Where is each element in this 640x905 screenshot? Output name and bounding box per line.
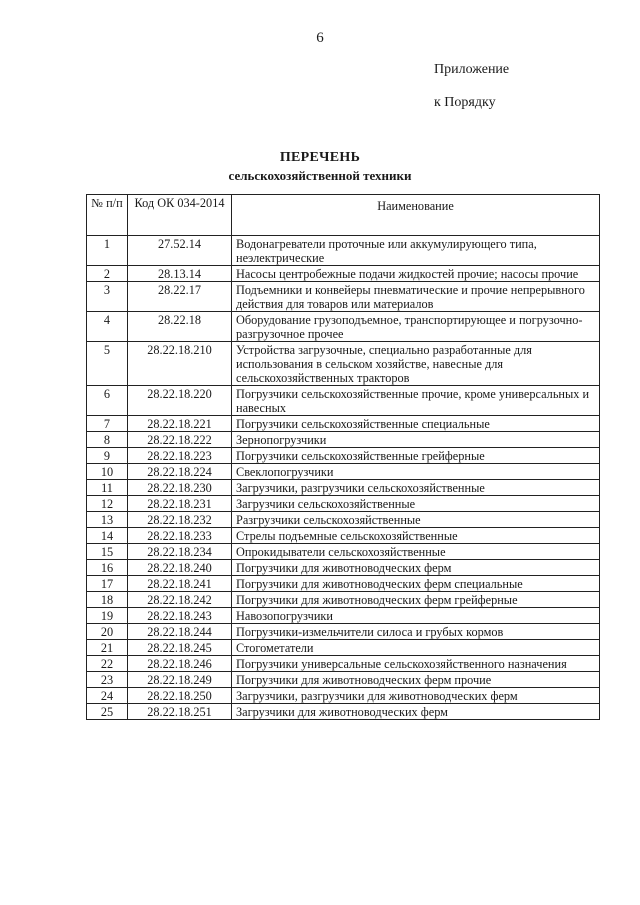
page-number: 6	[316, 30, 324, 46]
row-name: Насосы центробежные подачи жидкостей прочие; насосы прочие	[232, 266, 600, 282]
row-code: 27.52.14	[128, 236, 232, 266]
row-number: 23	[87, 672, 128, 688]
row-code: 28.22.18.244	[128, 624, 232, 640]
row-number: 4	[87, 312, 128, 342]
table-row	[87, 640, 600, 656]
row-number: 2	[87, 266, 128, 282]
row-code: 28.22.18.242	[128, 592, 232, 608]
row-number: 8	[87, 432, 128, 448]
row-name: Оборудование грузоподъемное, транспортирующее и погрузочно-разгрузочное прочее	[232, 312, 600, 342]
row-name: Погрузчики для животноводческих ферм прочие	[232, 672, 600, 688]
row-number: 7	[87, 416, 128, 432]
table-row	[87, 236, 600, 266]
table-row	[87, 342, 600, 386]
row-number: 20	[87, 624, 128, 640]
row-code: 28.22.17	[128, 282, 232, 312]
row-code: 28.22.18.249	[128, 672, 232, 688]
table-row	[87, 282, 600, 312]
row-name: Погрузчики для животноводческих ферм грейферные	[232, 592, 600, 608]
row-code: 28.13.14	[128, 266, 232, 282]
row-number: 11	[87, 480, 128, 496]
row-code: 28.22.18.221	[128, 416, 232, 432]
row-name: Разгрузчики сельскохозяйственные	[232, 512, 600, 528]
row-code: 28.22.18.240	[128, 560, 232, 576]
row-name: Погрузчики-измельчители силоса и грубых кормов	[232, 624, 600, 640]
table-row	[87, 656, 600, 672]
row-name: Загрузчики для животноводческих ферм	[232, 704, 600, 720]
machinery-list-table	[86, 194, 600, 720]
row-number: 17	[87, 576, 128, 592]
header-code: Код ОК 034-2014	[128, 195, 232, 236]
row-name: Водонагреватели проточные или аккумулирующего типа, неэлектрические	[232, 236, 600, 266]
row-name: Устройства загрузочные, специально разработанные для использования в сельском хозяйстве, навесные для сельскохозяйственных тракторов	[232, 342, 600, 386]
appendix-reference: к Порядку	[434, 95, 496, 110]
row-number: 25	[87, 704, 128, 720]
row-code: 28.22.18.223	[128, 448, 232, 464]
table-row	[87, 512, 600, 528]
table-row	[87, 432, 600, 448]
row-code: 28.22.18.230	[128, 480, 232, 496]
row-name: Зернопогрузчики	[232, 432, 600, 448]
table-row	[87, 608, 600, 624]
row-code: 28.22.18.250	[128, 688, 232, 704]
row-number: 19	[87, 608, 128, 624]
header-name: Наименование	[232, 195, 600, 236]
row-code: 28.22.18.234	[128, 544, 232, 560]
table-header-row	[87, 195, 600, 236]
table-row	[87, 704, 600, 720]
table-row	[87, 386, 600, 416]
row-code: 28.22.18.222	[128, 432, 232, 448]
row-number: 9	[87, 448, 128, 464]
row-code: 28.22.18.246	[128, 656, 232, 672]
row-number: 16	[87, 560, 128, 576]
table-row	[87, 312, 600, 342]
table-row	[87, 576, 600, 592]
table-row	[87, 528, 600, 544]
row-number: 6	[87, 386, 128, 416]
row-name: Опрокидыватели сельскохозяйственные	[232, 544, 600, 560]
table-body	[87, 236, 600, 720]
table-row	[87, 560, 600, 576]
table-row	[87, 544, 600, 560]
row-code: 28.22.18.220	[128, 386, 232, 416]
table-row	[87, 592, 600, 608]
row-name: Навозопогрузчики	[232, 608, 600, 624]
appendix-label: Приложение	[434, 62, 510, 77]
row-number: 10	[87, 464, 128, 480]
row-code: 28.22.18.243	[128, 608, 232, 624]
table-row	[87, 448, 600, 464]
row-name: Стрелы подъемные сельскохозяйственные	[232, 528, 600, 544]
table-row	[87, 672, 600, 688]
row-number: 3	[87, 282, 128, 312]
table-row	[87, 480, 600, 496]
row-name: Погрузчики сельскохозяйственные прочие, кроме универсальных и навесных	[232, 386, 600, 416]
row-name: Погрузчики сельскохозяйственные грейферные	[232, 448, 600, 464]
row-number: 13	[87, 512, 128, 528]
row-code: 28.22.18.231	[128, 496, 232, 512]
document-title: ПЕРЕЧЕНЬ	[279, 150, 361, 165]
header-number: № п/п	[87, 195, 128, 236]
row-number: 12	[87, 496, 128, 512]
table-row	[87, 496, 600, 512]
row-number: 15	[87, 544, 128, 560]
row-name: Погрузчики универсальные сельскохозяйственного назначения	[232, 656, 600, 672]
row-code: 28.22.18.251	[128, 704, 232, 720]
row-number: 18	[87, 592, 128, 608]
row-name: Подъемники и конвейеры пневматические и прочие непрерывного действия для товаров или материалов	[232, 282, 600, 312]
row-name: Погрузчики для животноводческих ферм специальные	[232, 576, 600, 592]
row-code: 28.22.18.245	[128, 640, 232, 656]
table-row	[87, 266, 600, 282]
row-number: 21	[87, 640, 128, 656]
row-name: Свеклопогрузчики	[232, 464, 600, 480]
row-name: Загрузчики, разгрузчики сельскохозяйственные	[232, 480, 600, 496]
row-code: 28.22.18.232	[128, 512, 232, 528]
row-number: 22	[87, 656, 128, 672]
table-row	[87, 464, 600, 480]
row-code: 28.22.18.210	[128, 342, 232, 386]
document-subtitle: сельскохозяйственной техники	[228, 168, 412, 183]
row-name: Загрузчики сельскохозяйственные	[232, 496, 600, 512]
row-code: 28.22.18	[128, 312, 232, 342]
row-name: Загрузчики, разгрузчики для животноводческих ферм	[232, 688, 600, 704]
table-row	[87, 416, 600, 432]
table-row	[87, 624, 600, 640]
row-code: 28.22.18.224	[128, 464, 232, 480]
row-number: 14	[87, 528, 128, 544]
row-name: Погрузчики сельскохозяйственные специальные	[232, 416, 600, 432]
row-number: 24	[87, 688, 128, 704]
row-name: Погрузчики для животноводческих ферм	[232, 560, 600, 576]
table-row	[87, 688, 600, 704]
row-code: 28.22.18.233	[128, 528, 232, 544]
row-name: Стогометатели	[232, 640, 600, 656]
row-number: 1	[87, 236, 128, 266]
row-code: 28.22.18.241	[128, 576, 232, 592]
row-number: 5	[87, 342, 128, 386]
